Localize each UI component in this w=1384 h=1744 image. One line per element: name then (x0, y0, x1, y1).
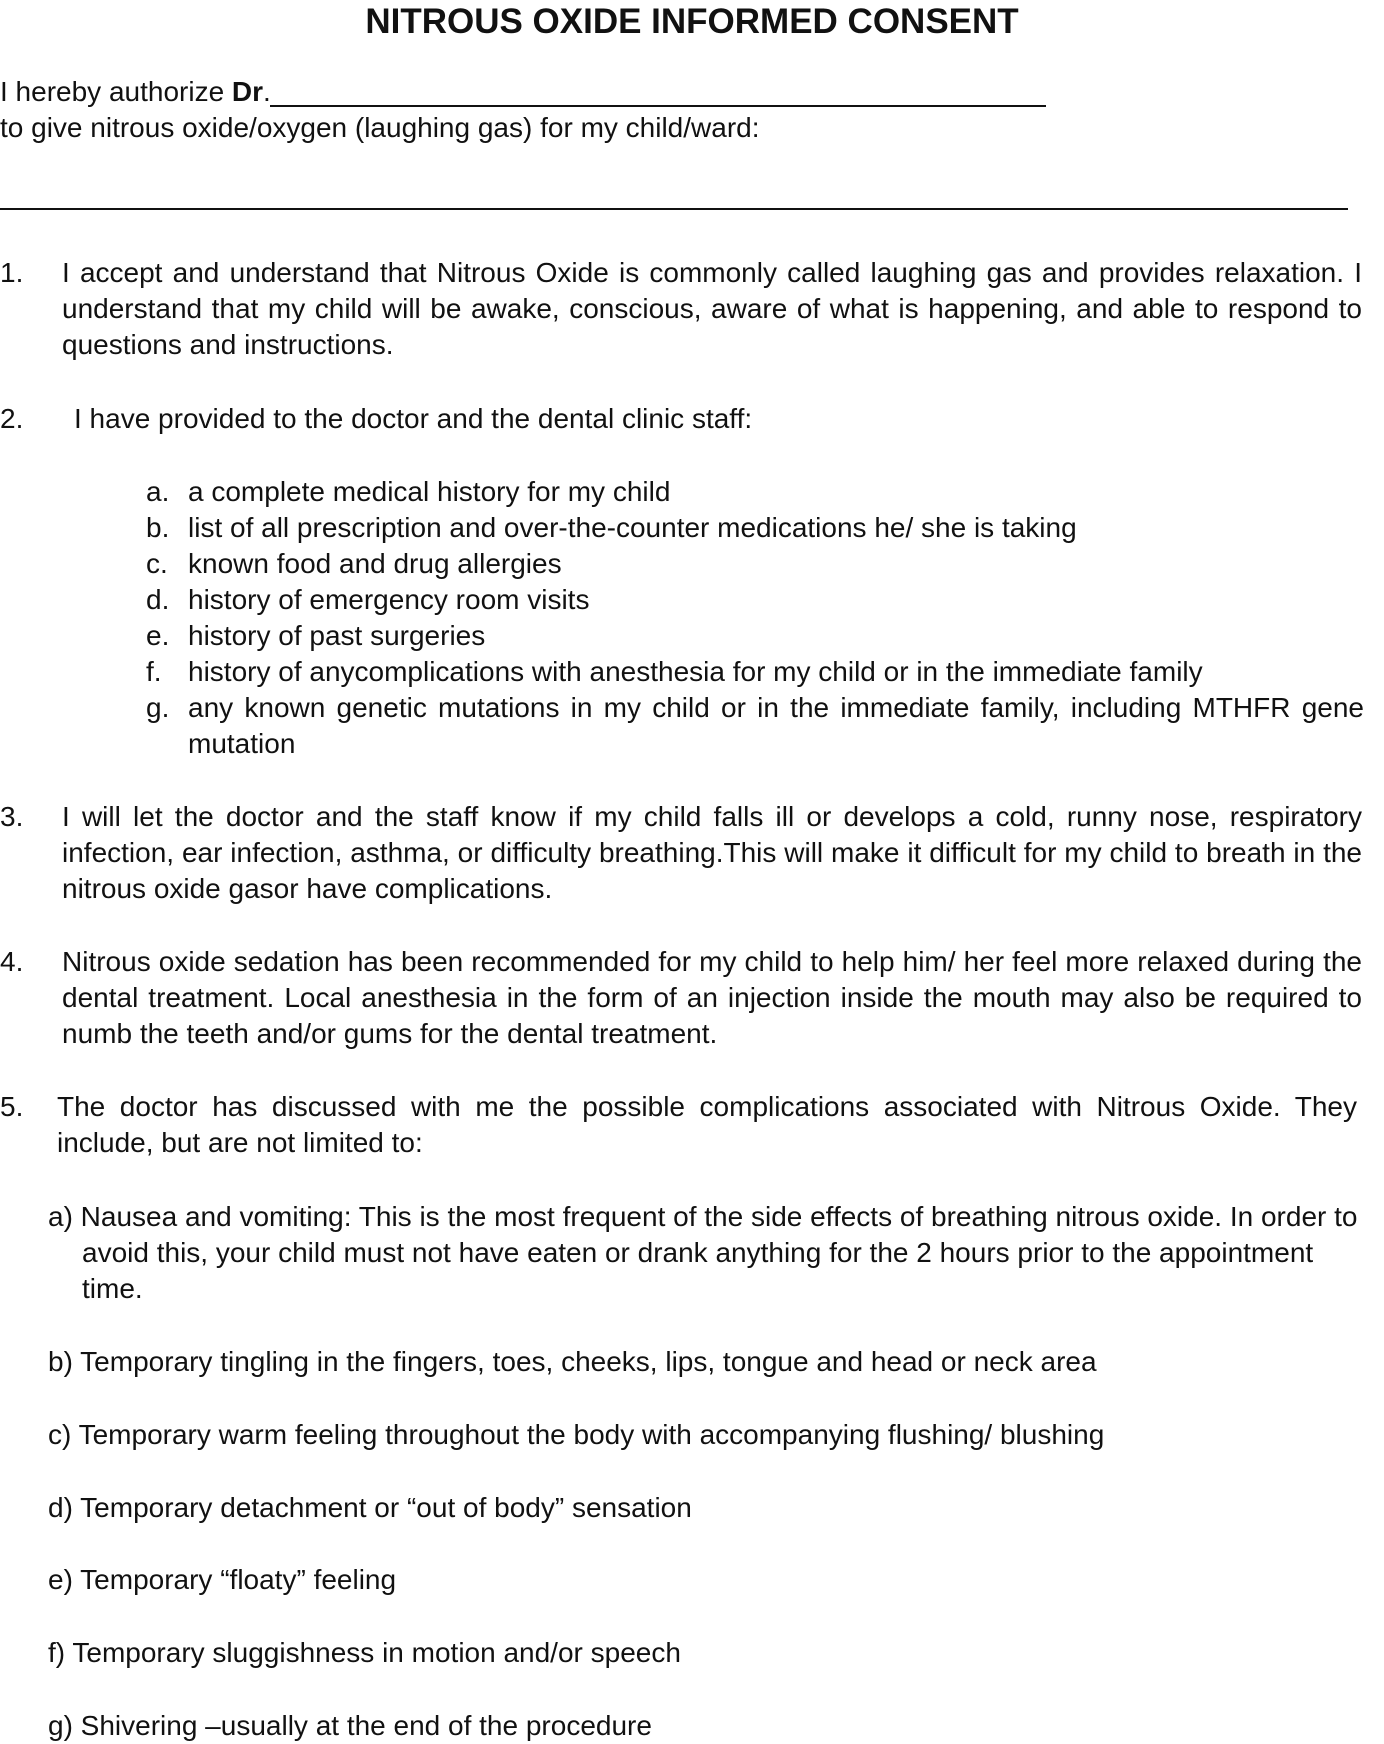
subitem-letter: b. (146, 512, 170, 543)
authorize-dr: Dr (231, 76, 264, 107)
subitem-text: history of emergency room visits (188, 584, 590, 615)
subitem-text: a complete medical history for my child (188, 476, 671, 507)
complication-g (48, 1708, 1368, 1744)
subitem-letter: c. (146, 548, 168, 579)
subitem-letter: e. (146, 620, 170, 651)
subitem-text: list of all prescription and over-the-counter medications he/ she is taking (188, 512, 1077, 543)
complication-text: g) Shivering –usually at the end of the procedure (48, 1710, 652, 1741)
item-number: 2. (0, 403, 24, 434)
complication-text: b) Temporary tingling in the fingers, toes, cheeks, lips, tongue and head or neck area (48, 1346, 1097, 1377)
subitem-letter: a. (146, 476, 170, 507)
consent-title: NITROUS OXIDE INFORMED CONSENT (365, 2, 1019, 41)
item-text: I have provided to the doctor and the dental clinic staff: (74, 403, 753, 434)
subitem-letter: f. (146, 656, 162, 687)
complication-text: a) Nausea and vomiting: This is the most frequent of the side effects of breathing nitrous oxide. In order to avoid this, your child must not have eaten or drank anything for the 2 hours prior to the appointment time. (48, 1201, 1358, 1304)
subitem-text: history of past surgeries (188, 620, 486, 651)
authorize-dot: . (263, 76, 271, 107)
subitem-text: known food and drug allergies (188, 548, 562, 579)
doctor-name-blank[interactable] (270, 105, 1046, 107)
complication-a (48, 1199, 1368, 1307)
subitem-letter: d. (146, 584, 170, 615)
subitem-text: any known genetic mutations in my child or in the immediate family, including MTHFR gene mutation (188, 692, 1364, 759)
complication-text: c) Temporary warm feeling throughout the body with accompanying flushing/ blushing (48, 1419, 1105, 1450)
child-name-blank[interactable] (0, 208, 1348, 210)
item-text: The doctor has discussed with me the possible complications associated with Nitrous Oxide. They include, but are not limited to: (57, 1091, 1357, 1158)
complication-text: d) Temporary detachment or “out of body” sensation (48, 1492, 692, 1523)
item-number: 4. (0, 946, 24, 977)
authorize-line (0, 74, 271, 110)
item-number: 3. (0, 801, 24, 832)
complication-d (48, 1490, 1368, 1526)
item-number: 1. (0, 257, 24, 288)
complication-text: e) Temporary “floaty” feeling (48, 1564, 397, 1595)
complication-c (48, 1417, 1368, 1453)
item-text: I accept and understand that Nitrous Oxide is commonly called laughing gas and provides relaxation. I understand that my child will be awake, conscious, aware of what is happening, and able to respond to questions and instructions. (62, 257, 1362, 360)
complication-b (48, 1344, 1368, 1380)
subitem-text: history of anycomplications with anesthesia for my child or in the immediate family (188, 656, 1203, 687)
authorize-line-2: to give nitrous oxide/oxygen (laughing gas) for my child/ward: (0, 112, 760, 143)
complication-text: f) Temporary sluggishness in motion and/or speech (48, 1637, 681, 1668)
item-text: Nitrous oxide sedation has been recommended for my child to help him/ her feel more relaxed during the dental treatment. Local anesthesia in the form of an injection inside the mouth may also be required to numb the teeth and/or gums for the dental treatment. (62, 946, 1362, 1049)
complication-f (48, 1635, 1368, 1671)
item-text: I will let the doctor and the staff know if my child falls ill or develops a cold, runny nose, respiratory infection, ear infection, asthma, or difficulty breathing.This will make it difficult for my child to breath in the nitrous oxide gasor have complications. (62, 801, 1362, 904)
authorize-prefix: I hereby authorize (0, 76, 232, 107)
complication-e (48, 1562, 1368, 1598)
subitem-letter: g. (146, 692, 170, 723)
item-number: 5. (0, 1091, 24, 1122)
